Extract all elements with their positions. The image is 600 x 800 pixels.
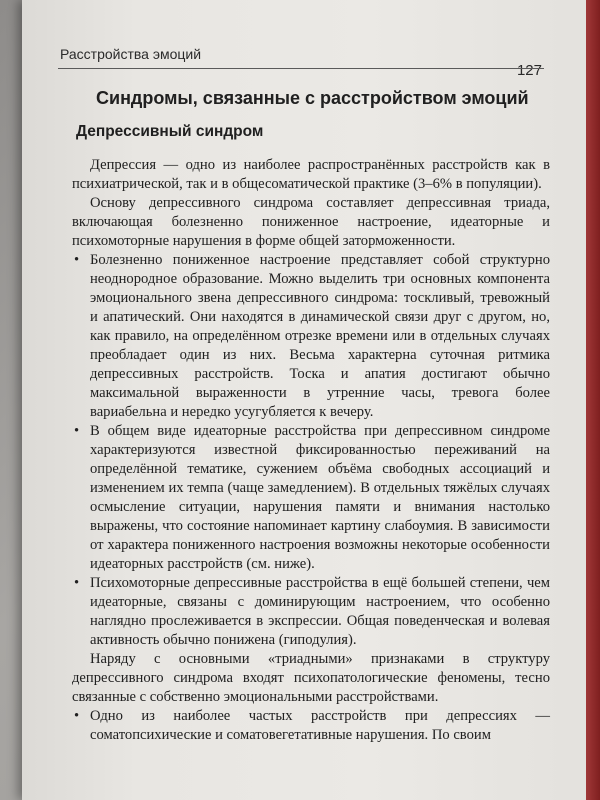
section-title: Синдромы, связанные с расстройством эмоций	[96, 88, 529, 108]
list-item-text: Одно из наиболее частых расстройств при депрессиях — соматопсихические и соматовегетативные нарушения. По своим	[90, 708, 550, 743]
list-item	[72, 574, 550, 650]
list-item	[72, 422, 550, 574]
page-content	[72, 86, 550, 745]
paragraph: Наряду с основными «триадными» признаками в структуру депрессивного синдрома входят психопатологические феномены, тесно связанные с собственно эмоциональными расстройствами.	[72, 651, 550, 705]
list-item	[72, 251, 550, 422]
bullet-list	[72, 251, 550, 650]
bullet-list	[72, 707, 550, 745]
paragraph: Основу депрессивного синдрома составляет депрессивная триада, включающая болезненно пониженное настроение, идеаторные и психомоторные нарушения в форме общей заторможенности.	[72, 195, 550, 249]
list-item-text: Психомоторные депрессивные расстройства в ещё большей степени, чем идеаторные, связаны с доминирующим настроением, что особенно наглядно прослеживается в экспрессии. Общая поведенческая и волевая активность обычно понижена (гиподулия).	[90, 575, 550, 648]
subsection-title: Депрессивный синдром	[76, 123, 264, 140]
list-item-text: Болезненно пониженное настроение представляет собой структурно неоднородное образование. Можно выделить три основных компонента эмоционального звена депрессивного синдрома: тоскливый, тревожный и апатический. Они находятся в динамической связи друг с другом, но, как правило, на определённом отрезке времени или в отдельных случаях преобладает один из них. Весьма характерна суточная ритмика депрессивных расстройств. Тоска и апатия достигают обычно максимальной выраженности в утренние часы, тревога более вариабельна и нередко усугубляется к вечеру.	[90, 252, 550, 420]
bullet-icon: •	[74, 423, 80, 439]
header-rule	[58, 68, 544, 69]
bullet-icon: •	[74, 708, 80, 724]
page-number: 127	[516, 62, 542, 79]
book-page	[22, 0, 600, 800]
list-item	[72, 707, 550, 745]
bullet-icon: •	[74, 252, 80, 268]
list-item-text: В общем виде идеаторные расстройства при депрессивном синдроме характеризуются известной фиксированностью переживаний на определённой тематике, сужением объёма свободных ассоциаций и изменением их темпа (чаще замедлением). В отдельных тяжёлых случаях осмысление ситуации, нарушения памяти и внимания настолько выражены, что состояние напоминает картину слабоумия. В зависимости от характера пониженного настроения возможны некоторые особенности идеаторных расстройств (см. ниже).	[90, 423, 550, 572]
running-head: Расстройства эмоций	[60, 46, 202, 62]
paragraph: Депрессия — одно из наиболее распространённых расстройств как в психиатрической, так и в общесоматической практике (3–6% в популяции).	[72, 157, 550, 192]
bullet-icon: •	[74, 575, 80, 591]
book-spine	[586, 0, 600, 800]
